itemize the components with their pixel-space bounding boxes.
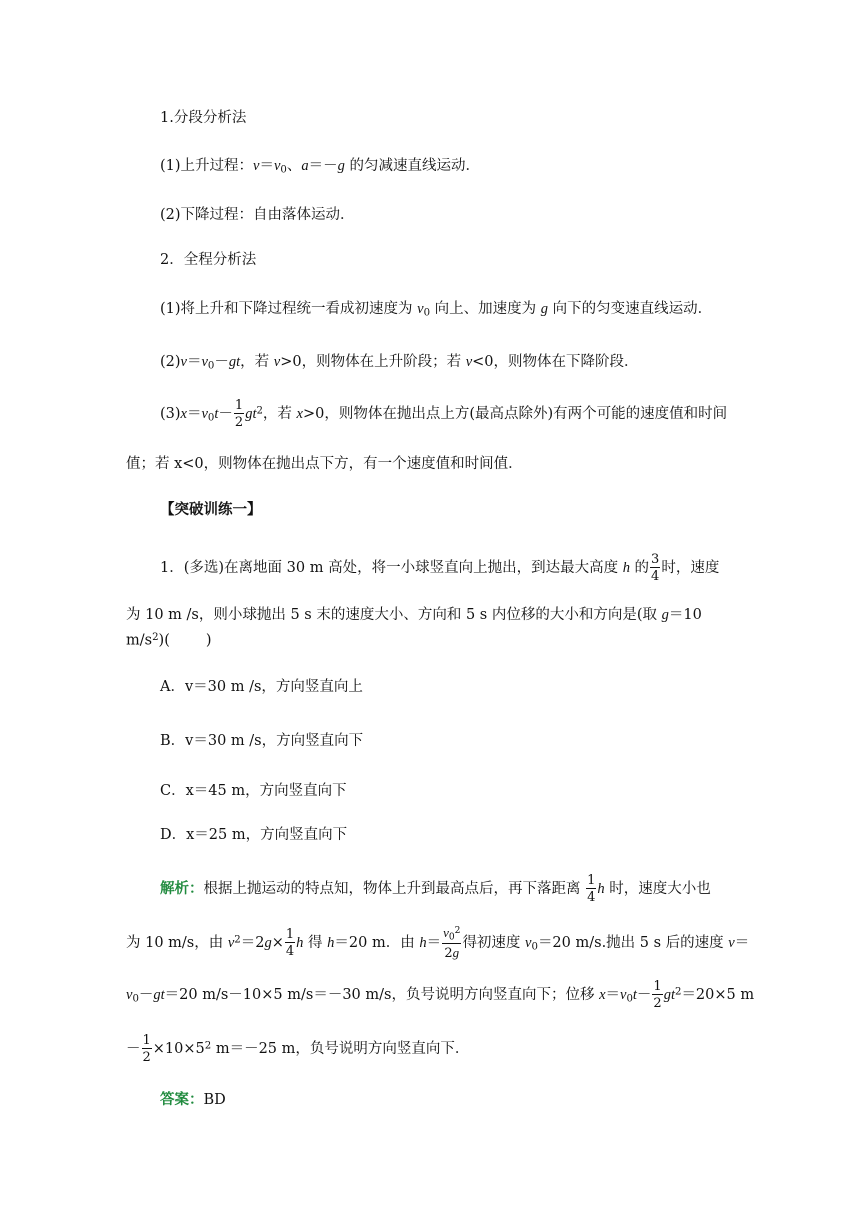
question-1-line-1: 1．(多选)在离地面 30 m 高处，将一小球竖直向上抛出，到达最大高度 h 的 $\frac{3}{4}$ 时，速度 xyxy=(160,552,720,584)
section-1-item-2: (2)下降过程：自由落体运动． xyxy=(160,207,355,223)
section-2-title: 2．全程分析法 xyxy=(160,252,257,268)
analysis-line-1: 解析：根据上抛运动的特点知，物体上升到最高点后，再下落距离 $\frac{1}{4}$ h 时，速度大小也 xyxy=(160,873,711,905)
section-2-item-2: $(2)v=v_0-gt$，若 v>0，则物体在上升阶段；若 v<0，则物体在下降阶段． xyxy=(160,354,639,372)
answer-line xyxy=(160,1088,226,1109)
section-1-item-1: (1)上升过程：$v=v_0$、a＝－g 的匀减速直线运动． xyxy=(160,158,480,176)
question-1-line-3: $m/s^2$)( ) xyxy=(126,632,212,649)
section-2-item-1: (1)将上升和下降过程统一看成初速度为 $v_0$ 向上、加速度为 g 向下的匀变速直线运动． xyxy=(160,301,713,319)
answer-label: 答案： xyxy=(160,1091,204,1108)
answer-value: BD xyxy=(203,1092,226,1108)
option-c: C．x＝45 m，方向竖直向下 xyxy=(160,783,347,799)
option-d: D．x＝25 m，方向竖直向下 xyxy=(160,827,348,843)
analysis-line-3: $v_0-gt=20$ m/s－10×5 m/s＝－30 m/s，负号说明方向竖直向下；位移 $x=v_0t-$ $\frac{1}{2}$ $gt^2=20\times 5$ m xyxy=(126,979,755,1011)
training-title: 【突破训练一】 xyxy=(160,501,262,518)
question-1-line-2: 为 10 m /s，则小球抛出 5 s 末的速度大小、方向和 5 s 内位移的大小和方向是(取 g＝10 xyxy=(126,607,702,623)
section-2-item-3: $(3)x=v_0t-$ $\frac{1}{2}$ $gt^2$，若 x>0，则物体在抛出点上方(最高点除外)有两个可能的速度值和时间 xyxy=(160,398,728,430)
analysis-line-2: 为 10 m/s，由 $v^2=2g\times$ $\frac{1}{4}$ h 得 h＝20 m．由 h＝ $\frac{v_0^2}{2g}$ 得初速度 $v_0=20$ m/s.抛出 5 s 后的速度 v＝ xyxy=(126,925,750,962)
option-b: B．v＝30 m /s，方向竖直向下 xyxy=(160,733,364,749)
analysis-label: 解析： xyxy=(160,880,204,897)
option-a: A．v＝30 m /s，方向竖直向上 xyxy=(160,679,363,695)
analysis-line-4: － $\frac{1}{2}$ $\times 10\times 5^2$ m＝－25 m，负号说明方向竖直向下． xyxy=(126,1033,470,1065)
section-1-title: 1.分段分析法 xyxy=(160,110,247,126)
section-2-item-3-cont: 值；若 x<0，则物体在抛出点下方，有一个速度值和时间值． xyxy=(126,456,523,472)
